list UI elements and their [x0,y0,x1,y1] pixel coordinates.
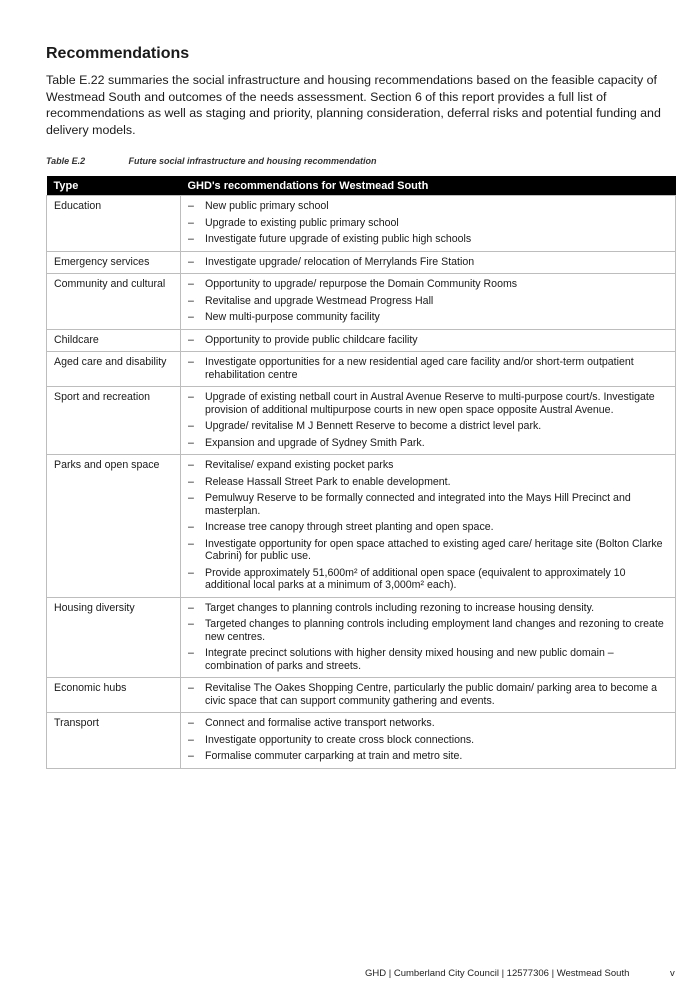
list-item [188,618,668,643]
bullet-dash: – [188,717,194,729]
recommendation-text: Investigate opportunities for a new residential aged care facility and/or short-term outpatient rehabilitation centre [205,356,634,381]
recommendation-list [188,356,668,381]
bullet-dash: – [188,255,194,268]
bullet-dash: – [188,537,194,550]
recommendation-list [188,717,668,763]
bullet-dash: – [188,294,194,307]
recommendation-text: New public primary school [205,200,329,212]
row-recommendations [181,329,676,352]
table-row [47,196,676,252]
bullet-dash: – [188,566,194,579]
list-item [188,459,668,472]
recommendation-text: Revitalise and upgrade Westmead Progress Hall [205,294,434,307]
row-type: Parks and open space [47,455,181,598]
row-type: Transport [47,713,181,769]
recommendation-text: Formalise commuter carparking at train and metro site. [205,750,463,762]
row-type: Education [47,196,181,252]
recommendation-list [188,278,668,324]
row-type: Emergency services [47,251,181,274]
recommendation-text: Pemulwuy Reserve to be formally connected and integrated into the Mays Hill Precinct and masterplan. [205,492,631,517]
recommendation-text: Upgrade to existing public primary school [205,216,399,229]
row-recommendations [181,713,676,769]
list-item [188,233,668,246]
bullet-dash: – [188,200,194,212]
bullet-dash: – [188,618,194,630]
recommendation-text: Investigate opportunity for open space attached to existing aged care/ heritage site (Bolton Clarke Cabrini) for public use. [205,537,663,562]
list-item [188,682,668,707]
recommendation-list [188,200,668,246]
recommendation-text: Provide approximately 51,600m² of additional open space (equivalent to approximately 10 additional local parks at a minimum of 3,000m² each). [205,566,626,591]
list-item [188,256,668,269]
table-body [47,196,676,769]
header-type: Type [47,176,181,196]
table-row [47,387,676,455]
recommendation-text: Investigate future upgrade of existing public high schools [205,233,472,245]
bullet-dash: – [188,733,194,746]
row-recommendations [181,678,676,713]
list-item [188,750,668,763]
list-item [188,602,668,615]
recommendations-table [46,176,676,769]
bullet-dash: – [188,601,194,614]
recommendation-text: New multi-purpose community facility [205,311,380,323]
row-recommendations [181,597,676,678]
bullet-dash: – [188,420,194,432]
list-item [188,334,668,347]
row-type: Childcare [47,329,181,352]
row-type: Aged care and disability [47,352,181,387]
table-caption-title: Future social infrastructure and housing recommendation [128,156,377,166]
row-recommendations [181,274,676,330]
recommendation-text: Release Hassall Street Park to enable development. [205,475,451,488]
row-recommendations [181,455,676,598]
row-type: Sport and recreation [47,387,181,455]
bullet-dash: – [188,682,194,694]
table-row [47,251,676,274]
recommendation-text: Connect and formalise active transport networks. [205,717,435,729]
list-item [188,717,668,730]
recommendation-list [188,459,668,592]
recommendation-text: Investigate upgrade/ relocation of Merrylands Fire Station [205,255,475,268]
table-header-row [47,176,676,196]
bullet-dash: – [188,233,194,245]
row-recommendations [181,387,676,455]
list-item [188,420,668,433]
page-number: v [670,968,675,979]
row-recommendations [181,196,676,252]
bullet-dash: – [188,356,194,368]
bullet-dash: – [188,750,194,762]
table-row [47,597,676,678]
list-item [188,492,668,517]
recommendation-text: Upgrade of existing netball court in Austral Avenue Reserve to multi-purpose court/s. Investigate provision of additional multipurpose courts in new open space opposite Austral Avenue. [205,391,655,416]
bullet-dash: – [188,436,194,449]
table-caption-number: Table E.2 [46,156,86,166]
list-item [188,356,668,381]
list-item [188,295,668,308]
recommendation-list [188,391,668,449]
list-item [188,647,668,672]
list-item [188,217,668,230]
list-item [188,437,668,450]
page-content [46,44,676,769]
bullet-dash: – [188,278,194,290]
bullet-dash: – [188,492,194,504]
recommendation-list [188,682,668,707]
recommendation-text: Opportunity to upgrade/ repurpose the Domain Community Rooms [205,278,518,290]
recommendation-text: Investigate opportunity to create cross block connections. [205,733,475,746]
list-item [188,200,668,213]
recommendation-text: Targeted changes to planning controls including employment land changes and rezoning to create new centres. [205,618,664,643]
list-item [188,476,668,489]
recommendation-text: Expansion and upgrade of Sydney Smith Park. [205,436,425,449]
bullet-dash: – [188,333,194,346]
table-row [47,713,676,769]
recommendation-list [188,334,668,347]
header-recommendations: GHD's recommendations for Westmead South [181,176,676,196]
table-row [47,329,676,352]
recommendation-list [188,256,668,269]
row-recommendations [181,251,676,274]
list-item [188,391,668,416]
bullet-dash: – [188,216,194,229]
section-heading: Recommendations [46,45,190,62]
table-caption [46,156,676,166]
intro-paragraph: Table E.22 summaries the social infrastructure and housing recommendations based on the feasible capacity of Westmead South and outcomes of the needs assessment. Section 6 of this report provides a full list of recommendations as well as staging and priority, planning consideration, deferral risks and potential funding and delivery models. [46,73,661,137]
row-recommendations [181,352,676,387]
recommendation-text: Target changes to planning controls including rezoning to increase housing density. [205,601,595,614]
bullet-dash: – [188,311,194,323]
list-item [188,278,668,291]
row-type: Housing diversity [47,597,181,678]
row-type: Community and cultural [47,274,181,330]
recommendation-text: Revitalise/ expand existing pocket parks [205,459,394,471]
recommendation-text: Revitalise The Oakes Shopping Centre, particularly the public domain/ parking area to become a civic space that can support community gathering and events. [205,682,658,707]
list-item [188,567,668,592]
table-row [47,455,676,598]
recommendation-list [188,602,668,673]
table-row [47,678,676,713]
list-item [188,538,668,563]
recommendation-text: Opportunity to provide public childcare facility [205,333,418,346]
page-footer: GHD | Cumberland City Council | 12577306 | Westmead South [365,968,630,979]
bullet-dash: – [188,391,194,403]
bullet-dash: – [188,647,194,659]
table-row [47,352,676,387]
list-item [188,521,668,534]
recommendation-text: Integrate precinct solutions with higher density mixed housing and new public domain – combination of parks and streets. [205,647,614,672]
table-row [47,274,676,330]
bullet-dash: – [188,459,194,471]
list-item [188,311,668,324]
bullet-dash: – [188,475,194,488]
row-type: Economic hubs [47,678,181,713]
bullet-dash: – [188,521,194,533]
recommendation-text: Increase tree canopy through street planting and open space. [205,521,494,533]
list-item [188,734,668,747]
recommendation-text: Upgrade/ revitalise M J Bennett Reserve to become a district level park. [205,420,542,432]
